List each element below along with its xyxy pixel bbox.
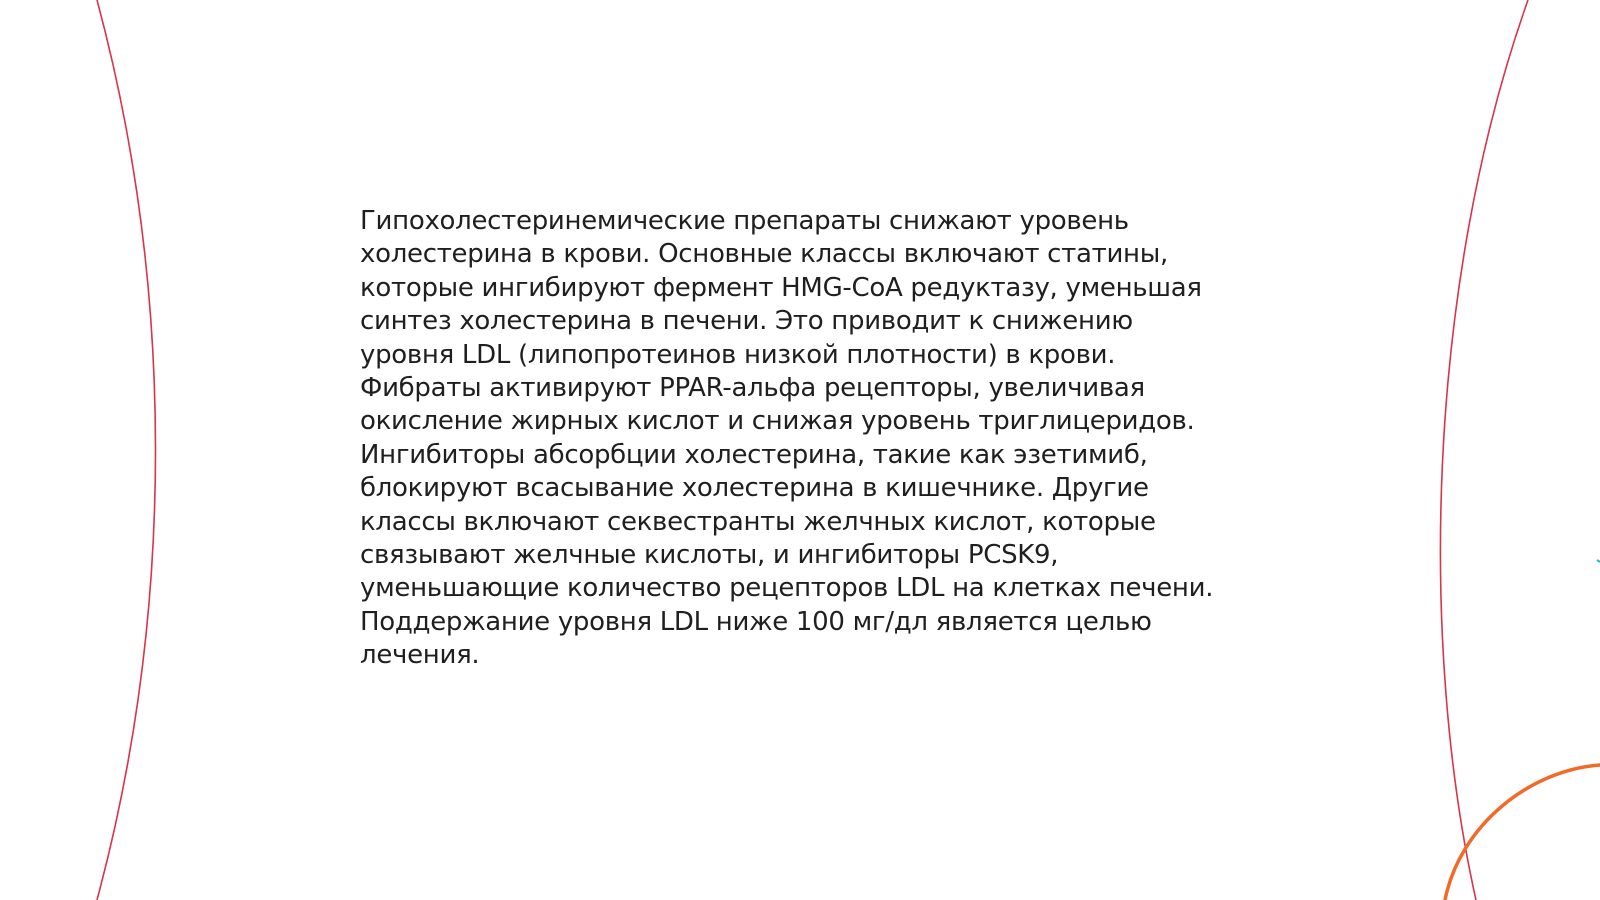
paragraph-line: Гипохолестеринемические препараты снижают уровень <box>360 206 1129 236</box>
paragraph-line: холестерина в крови. Основные классы включают статины, <box>360 239 1168 270</box>
right-curve-line <box>1440 0 1528 900</box>
paragraph-line: классы включают секвестранты желчных кислот, которые <box>360 506 1156 537</box>
paragraph-line: синтез холестерина в печени. Это приводит к снижению <box>360 306 1133 337</box>
paragraph-line: блокируют всасывание холестерина в кишечнике. Другие <box>360 473 1149 504</box>
paragraph-line: Ингибиторы абсорбции холестерина, такие как эзетимиб, <box>360 439 1148 470</box>
paragraph-line: связывают желчные кислоты, и ингибиторы PCSK9, <box>360 540 1059 571</box>
paragraph-line: Фибраты активируют PPAR-альфа рецепторы, увеличивая <box>360 373 1145 404</box>
paragraph-line: Поддержание уровня LDL ниже 100 мг/дл является целью <box>360 606 1152 637</box>
paragraph-line: уровня LDL (липопротеинов низкой плотности) в крови. <box>360 339 1116 370</box>
paragraph-line: окисление жирных кислот и снижая уровень триглицеридов. <box>360 406 1195 437</box>
left-curve-line <box>97 0 156 900</box>
corner-arc <box>1445 765 1600 900</box>
body-paragraph <box>360 205 1240 673</box>
paragraph-line: лечения. <box>360 640 480 671</box>
paragraph-line: уменьшающие количество рецепторов LDL на клетках печени. <box>360 573 1214 604</box>
paragraph-line: которые ингибируют фермент HMG-CoA редуктазу, уменьшая <box>360 272 1202 303</box>
